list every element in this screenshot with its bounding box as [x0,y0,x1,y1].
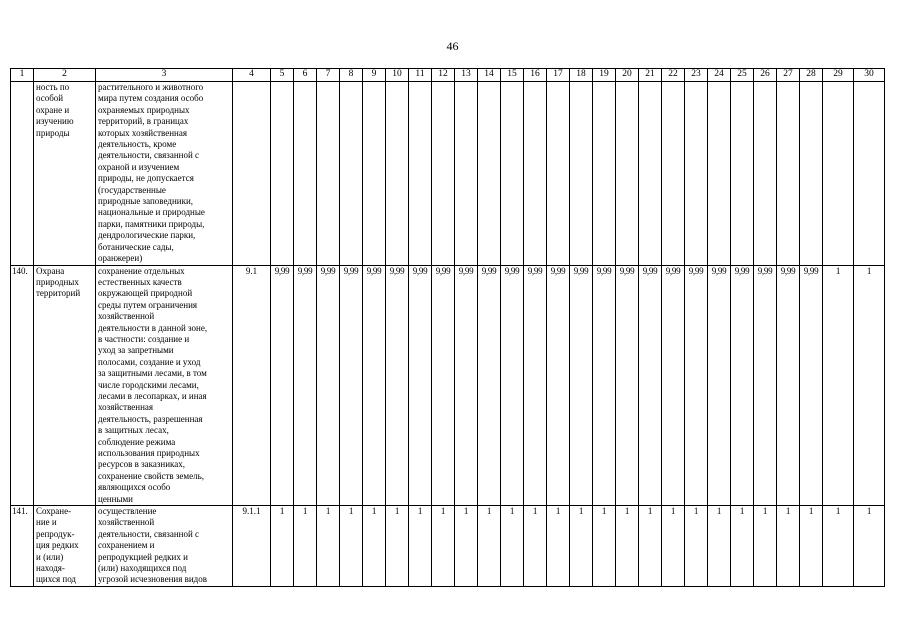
column-number-cell: 23 [685,69,708,82]
coefficient-cell: 1 [593,506,616,587]
column-number-cell: 15 [501,69,524,82]
coefficient-cell [501,82,524,266]
coefficient-cell: 9,99 [501,265,524,506]
coefficient-cell: 1 [639,506,662,587]
coefficient-cell [570,82,593,266]
coefficient-cell [409,82,432,266]
land-use-name: ность по особой охране и изучению природы [34,82,96,266]
column-number-cell: 21 [639,69,662,82]
table-row [11,265,885,506]
coefficient-cell [616,82,639,266]
coefficient-cell: 9,99 [478,265,501,506]
column-number-cell: 16 [524,69,547,82]
coefficient-cell: 9,99 [386,265,409,506]
coefficient-cell: 1 [570,506,593,587]
coefficient-cell: 1 [524,506,547,587]
table-row [11,82,885,266]
coefficient-cell: 9,99 [317,265,340,506]
coefficient-cell [731,82,754,266]
coefficient-cell: 9,99 [800,265,823,506]
coefficient-cell [317,82,340,266]
coefficient-cell: 9,99 [731,265,754,506]
coefficient-cell [432,82,455,266]
coefficient-cell: 9,99 [685,265,708,506]
column-number-cell: 29 [823,69,854,82]
coefficient-cell: 9,99 [639,265,662,506]
coefficient-cell: 9,99 [455,265,478,506]
coefficient-cell: 9,99 [409,265,432,506]
column-number-cell: 27 [777,69,800,82]
coefficient-cell: 1 [754,506,777,587]
coefficient-cell [271,82,294,266]
coefficient-cell: 1 [616,506,639,587]
coefficient-cell: 1 [409,506,432,587]
land-use-code: 9.1.1 [233,506,271,587]
coefficient-cell [478,82,501,266]
coefficient-cell: 9,99 [570,265,593,506]
row-index [11,82,34,266]
coefficient-cell [777,82,800,266]
coefficient-cell: 9,99 [754,265,777,506]
coefficient-cell: 1 [777,506,800,587]
coefficient-cell [524,82,547,266]
coefficient-cell: 1 [455,506,478,587]
coefficient-cell [800,82,823,266]
coefficient-cell [708,82,731,266]
coefficient-cell [823,82,854,266]
land-use-description: осуществление хозяйственной деятельности, связанной с сохранением и репродукцией редких и (или) находящихся под угрозой исчезновения видов [96,506,233,587]
column-number-cell: 22 [662,69,685,82]
land-use-code [233,82,271,266]
land-use-name: Охрана природных территорий [34,265,96,506]
coefficient-cell [854,82,885,266]
coefficient-cell: 9,99 [524,265,547,506]
column-number-cell: 19 [593,69,616,82]
coefficient-cell: 9,99 [340,265,363,506]
coefficient-cell [386,82,409,266]
column-number-cell: 28 [800,69,823,82]
coefficient-cell: 1 [731,506,754,587]
column-number-cell: 4 [233,69,271,82]
coefficient-cell [455,82,478,266]
coefficient-cell [340,82,363,266]
coefficient-cell: 1 [501,506,524,587]
coefficient-cell: 1 [854,506,885,587]
column-number-cell: 25 [731,69,754,82]
column-number-cell: 30 [854,69,885,82]
row-index: 140. [11,265,34,506]
page-number: 46 [446,39,459,53]
column-number-cell: 8 [340,69,363,82]
land-use-code: 9.1 [233,265,271,506]
coefficient-cell [593,82,616,266]
coefficient-cell: 9,99 [547,265,570,506]
coefficient-cell: 9,99 [294,265,317,506]
coefficient-cell [662,82,685,266]
coefficient-cell: 9,99 [363,265,386,506]
column-number-cell: 5 [271,69,294,82]
column-number-cell: 17 [547,69,570,82]
coefficient-cell: 9,99 [708,265,731,506]
coefficient-cell [547,82,570,266]
column-number-cell: 7 [317,69,340,82]
coefficient-cell: 1 [340,506,363,587]
column-number-cell: 18 [570,69,593,82]
coefficient-cell [754,82,777,266]
classification-table [10,68,885,587]
land-use-name: Сохране- ние и репродук- ция редких и (или) находя- щихся под [34,506,96,587]
coefficient-cell: 1 [386,506,409,587]
land-use-description: растительного и животного мира путем создания особо охраняемых природных территорий, в границах которых хозяйственная деятельность, кроме деятельности, связанной с охраной и изучением природы, не допускается (государственные природные заповедники, национальные и природные парки, памятники природы, дендрологические парки, ботанические сады, оранжереи) [96,82,233,266]
row-index: 141. [11,506,34,587]
coefficient-cell [294,82,317,266]
land-use-description: сохранение отдельных естественных качеств окружающей природной среды путем ограничения хозяйственной деятельности в данной зоне, в частности: создание и уход за запретными полосами, создание и уход за защитными лесами, в том числе городскими лесами, лесами в лесопарках, и иная хозяйственная деятельность, разрешенная в защитных лесах, соблюдение режима использования природных ресурсов в заказниках, сохранение свойств земель, являющихся особо ценными [96,265,233,506]
coefficient-cell: 1 [294,506,317,587]
coefficient-cell: 9,99 [271,265,294,506]
column-number-cell: 10 [386,69,409,82]
column-number-header [11,69,885,82]
coefficient-cell: 9,99 [616,265,639,506]
coefficient-cell: 1 [547,506,570,587]
coefficient-cell: 1 [317,506,340,587]
coefficient-cell: 1 [432,506,455,587]
coefficient-cell: 1 [823,506,854,587]
column-number-cell: 12 [432,69,455,82]
table-row [11,506,885,587]
coefficient-cell [363,82,386,266]
column-number-cell: 13 [455,69,478,82]
coefficient-cell: 1 [708,506,731,587]
coefficient-cell: 1 [685,506,708,587]
column-number-cell: 3 [96,69,233,82]
coefficient-cell: 1 [363,506,386,587]
column-number-cell: 24 [708,69,731,82]
column-number-cell: 9 [363,69,386,82]
coefficient-cell: 9,99 [593,265,616,506]
coefficient-cell: 1 [478,506,501,587]
coefficient-cell: 9,99 [432,265,455,506]
coefficient-cell: 1 [854,265,885,506]
column-number-cell: 14 [478,69,501,82]
column-number-cell: 26 [754,69,777,82]
coefficient-cell: 1 [662,506,685,587]
column-number-cell: 11 [409,69,432,82]
column-number-cell: 2 [34,69,96,82]
coefficient-cell: 9,99 [662,265,685,506]
column-number-cell: 1 [11,69,34,82]
column-number-cell: 6 [294,69,317,82]
column-number-cell: 20 [616,69,639,82]
coefficient-cell [685,82,708,266]
coefficient-cell: 1 [800,506,823,587]
coefficient-cell: 1 [823,265,854,506]
coefficient-cell: 1 [271,506,294,587]
coefficient-cell [639,82,662,266]
coefficient-cell: 9,99 [777,265,800,506]
